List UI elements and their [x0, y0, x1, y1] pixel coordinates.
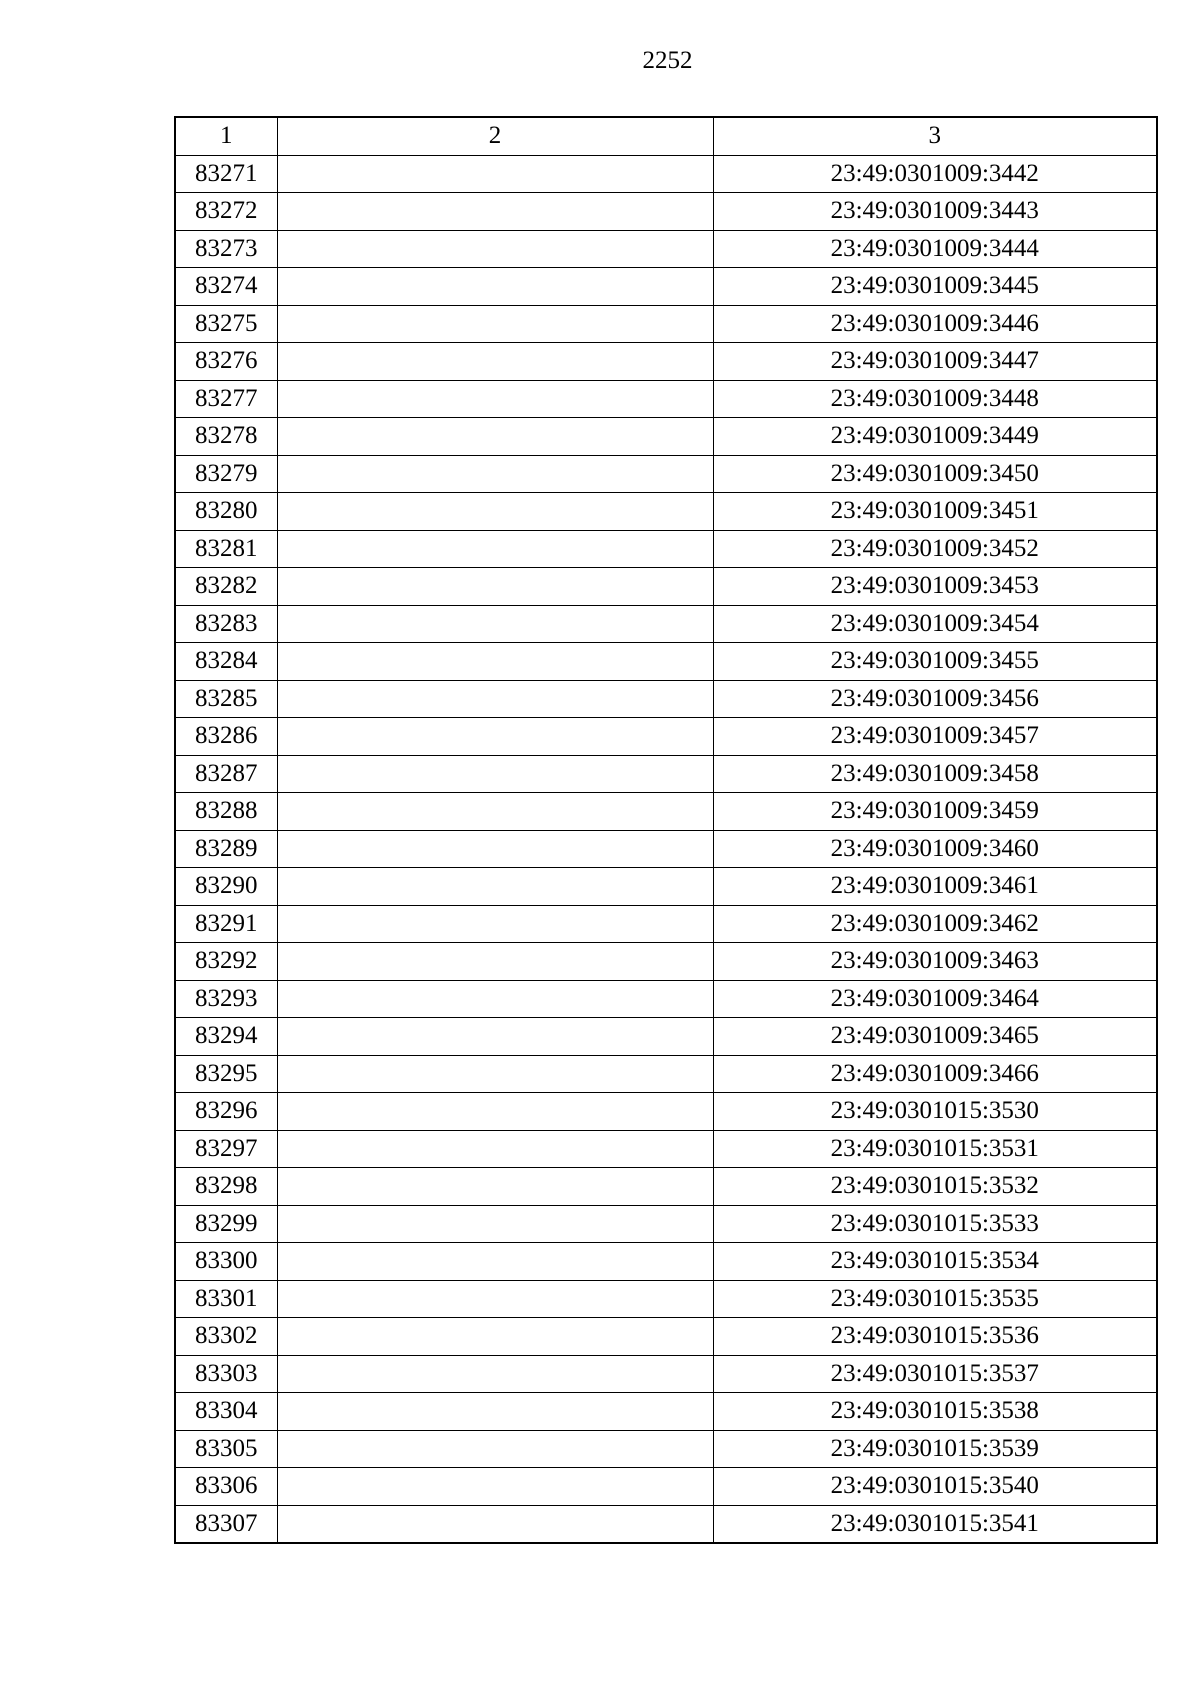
- description-cell: [277, 268, 713, 306]
- description-cell: [277, 718, 713, 756]
- description-cell: [277, 1168, 713, 1206]
- cadastral-number-cell: 23:49:0301009:3450: [713, 455, 1157, 493]
- cadastral-number-cell: 23:49:0301009:3443: [713, 193, 1157, 231]
- row-number-cell: 83290: [175, 868, 277, 906]
- cadastral-number-cell: 23:49:0301009:3463: [713, 943, 1157, 981]
- description-cell: [277, 793, 713, 831]
- description-cell: [277, 1205, 713, 1243]
- description-cell: [277, 1468, 713, 1506]
- cadastral-number-cell: 23:49:0301009:3458: [713, 755, 1157, 793]
- table-row: [175, 1393, 1157, 1431]
- table-row: [175, 343, 1157, 381]
- table-row: [175, 1205, 1157, 1243]
- row-number-cell: 83291: [175, 905, 277, 943]
- table-row: [175, 718, 1157, 756]
- description-cell: [277, 530, 713, 568]
- row-number-cell: 83305: [175, 1430, 277, 1468]
- table-row: [175, 268, 1157, 306]
- row-number-cell: 83271: [175, 155, 277, 193]
- row-number-cell: 83297: [175, 1130, 277, 1168]
- table-row: [175, 1505, 1157, 1543]
- cadastral-number-cell: 23:49:0301009:3442: [713, 155, 1157, 193]
- table-row: [175, 1280, 1157, 1318]
- table-row: [175, 1243, 1157, 1281]
- cadastral-number-cell: 23:49:0301009:3457: [713, 718, 1157, 756]
- table-row: [175, 980, 1157, 1018]
- cadastral-number-cell: 23:49:0301015:3535: [713, 1280, 1157, 1318]
- cadastral-number-cell: 23:49:0301009:3454: [713, 605, 1157, 643]
- description-cell: [277, 455, 713, 493]
- cadastral-number-cell: 23:49:0301015:3538: [713, 1393, 1157, 1431]
- cadastral-number-cell: 23:49:0301009:3447: [713, 343, 1157, 381]
- cadastral-number-cell: 23:49:0301015:3539: [713, 1430, 1157, 1468]
- row-number-cell: 83276: [175, 343, 277, 381]
- table-row: [175, 1355, 1157, 1393]
- cadastral-number-cell: 23:49:0301015:3540: [713, 1468, 1157, 1506]
- row-number-cell: 83301: [175, 1280, 277, 1318]
- table-row: [175, 455, 1157, 493]
- table-row: [175, 1093, 1157, 1131]
- row-number-cell: 83307: [175, 1505, 277, 1543]
- cadastral-number-cell: 23:49:0301009:3446: [713, 305, 1157, 343]
- cadastral-number-cell: 23:49:0301009:3448: [713, 380, 1157, 418]
- cadastral-number-cell: 23:49:0301015:3530: [713, 1093, 1157, 1131]
- table-row: [175, 605, 1157, 643]
- row-number-cell: 83294: [175, 1018, 277, 1056]
- cadastral-table: [174, 116, 1158, 1544]
- cadastral-number-cell: 23:49:0301009:3451: [713, 493, 1157, 531]
- row-number-cell: 83280: [175, 493, 277, 531]
- description-cell: [277, 643, 713, 681]
- row-number-cell: 83289: [175, 830, 277, 868]
- description-cell: [277, 380, 713, 418]
- table-row: [175, 680, 1157, 718]
- row-number-cell: 83281: [175, 530, 277, 568]
- cadastral-number-cell: 23:49:0301009:3466: [713, 1055, 1157, 1093]
- cadastral-number-cell: 23:49:0301009:3449: [713, 418, 1157, 456]
- description-cell: [277, 230, 713, 268]
- description-cell: [277, 1505, 713, 1543]
- description-cell: [277, 868, 713, 906]
- row-number-cell: 83279: [175, 455, 277, 493]
- description-cell: [277, 493, 713, 531]
- row-number-cell: 83286: [175, 718, 277, 756]
- table-row: [175, 155, 1157, 193]
- row-number-cell: 83304: [175, 1393, 277, 1431]
- description-cell: [277, 755, 713, 793]
- description-cell: [277, 980, 713, 1018]
- cadastral-number-cell: 23:49:0301009:3464: [713, 980, 1157, 1018]
- row-number-cell: 83300: [175, 1243, 277, 1281]
- cadastral-number-cell: 23:49:0301009:3444: [713, 230, 1157, 268]
- table-header: [175, 117, 1157, 155]
- description-cell: [277, 418, 713, 456]
- cadastral-number-cell: 23:49:0301009:3456: [713, 680, 1157, 718]
- cadastral-number-cell: 23:49:0301015:3536: [713, 1318, 1157, 1356]
- row-number-cell: 83302: [175, 1318, 277, 1356]
- description-cell: [277, 1280, 713, 1318]
- row-number-cell: 83296: [175, 1093, 277, 1131]
- row-number-cell: 83299: [175, 1205, 277, 1243]
- cadastral-number-cell: 23:49:0301009:3462: [713, 905, 1157, 943]
- table-row: [175, 943, 1157, 981]
- row-number-cell: 83292: [175, 943, 277, 981]
- row-number-cell: 83285: [175, 680, 277, 718]
- cadastral-number-cell: 23:49:0301009:3445: [713, 268, 1157, 306]
- description-cell: [277, 1355, 713, 1393]
- cadastral-number-cell: 23:49:0301009:3460: [713, 830, 1157, 868]
- table-row: [175, 568, 1157, 606]
- table-row: [175, 230, 1157, 268]
- description-cell: [277, 343, 713, 381]
- row-number-cell: 83282: [175, 568, 277, 606]
- row-number-cell: 83284: [175, 643, 277, 681]
- table-row: [175, 1318, 1157, 1356]
- column-header-1: 1: [175, 117, 277, 155]
- row-number-cell: 83275: [175, 305, 277, 343]
- description-cell: [277, 1243, 713, 1281]
- description-cell: [277, 830, 713, 868]
- row-number-cell: 83306: [175, 1468, 277, 1506]
- description-cell: [277, 155, 713, 193]
- row-number-cell: 83272: [175, 193, 277, 231]
- cadastral-number-cell: 23:49:0301015:3541: [713, 1505, 1157, 1543]
- table-row: [175, 380, 1157, 418]
- table-row: [175, 793, 1157, 831]
- description-cell: [277, 680, 713, 718]
- description-cell: [277, 1018, 713, 1056]
- table-row: [175, 830, 1157, 868]
- cadastral-number-cell: 23:49:0301015:3534: [713, 1243, 1157, 1281]
- table-row: [175, 643, 1157, 681]
- row-number-cell: 83303: [175, 1355, 277, 1393]
- description-cell: [277, 1055, 713, 1093]
- row-number-cell: 83283: [175, 605, 277, 643]
- table-row: [175, 905, 1157, 943]
- description-cell: [277, 1318, 713, 1356]
- row-number-cell: 83277: [175, 380, 277, 418]
- page-number: 2252: [642, 47, 693, 74]
- description-cell: [277, 943, 713, 981]
- row-number-cell: 83288: [175, 793, 277, 831]
- cadastral-number-cell: 23:49:0301015:3537: [713, 1355, 1157, 1393]
- cadastral-number-cell: 23:49:0301015:3532: [713, 1168, 1157, 1206]
- row-number-cell: 83298: [175, 1168, 277, 1206]
- table-row: [175, 1018, 1157, 1056]
- table-row: [175, 755, 1157, 793]
- description-cell: [277, 1093, 713, 1131]
- table-row: [175, 418, 1157, 456]
- header-row: [175, 117, 1157, 155]
- description-cell: [277, 605, 713, 643]
- row-number-cell: 83273: [175, 230, 277, 268]
- cadastral-number-cell: 23:49:0301009:3461: [713, 868, 1157, 906]
- table-row: [175, 868, 1157, 906]
- description-cell: [277, 193, 713, 231]
- description-cell: [277, 568, 713, 606]
- cadastral-number-cell: 23:49:0301009:3452: [713, 530, 1157, 568]
- description-cell: [277, 1393, 713, 1431]
- cadastral-number-cell: 23:49:0301009:3453: [713, 568, 1157, 606]
- table-row: [175, 193, 1157, 231]
- cadastral-number-cell: 23:49:0301009:3459: [713, 793, 1157, 831]
- table-row: [175, 1168, 1157, 1206]
- table-row: [175, 493, 1157, 531]
- table-row: [175, 1055, 1157, 1093]
- row-number-cell: 83293: [175, 980, 277, 1018]
- table-row: [175, 1468, 1157, 1506]
- description-cell: [277, 905, 713, 943]
- cadastral-number-cell: 23:49:0301015:3533: [713, 1205, 1157, 1243]
- column-header-2: 2: [277, 117, 713, 155]
- row-number-cell: 83287: [175, 755, 277, 793]
- cadastral-number-cell: 23:49:0301009:3465: [713, 1018, 1157, 1056]
- table-row: [175, 1130, 1157, 1168]
- table-row: [175, 305, 1157, 343]
- row-number-cell: 83278: [175, 418, 277, 456]
- table-row: [175, 530, 1157, 568]
- description-cell: [277, 305, 713, 343]
- row-number-cell: 83274: [175, 268, 277, 306]
- description-cell: [277, 1130, 713, 1168]
- table-row: [175, 1430, 1157, 1468]
- cadastral-number-cell: 23:49:0301009:3455: [713, 643, 1157, 681]
- description-cell: [277, 1430, 713, 1468]
- column-header-3: 3: [713, 117, 1157, 155]
- row-number-cell: 83295: [175, 1055, 277, 1093]
- cadastral-number-cell: 23:49:0301015:3531: [713, 1130, 1157, 1168]
- table-body: [175, 155, 1157, 1543]
